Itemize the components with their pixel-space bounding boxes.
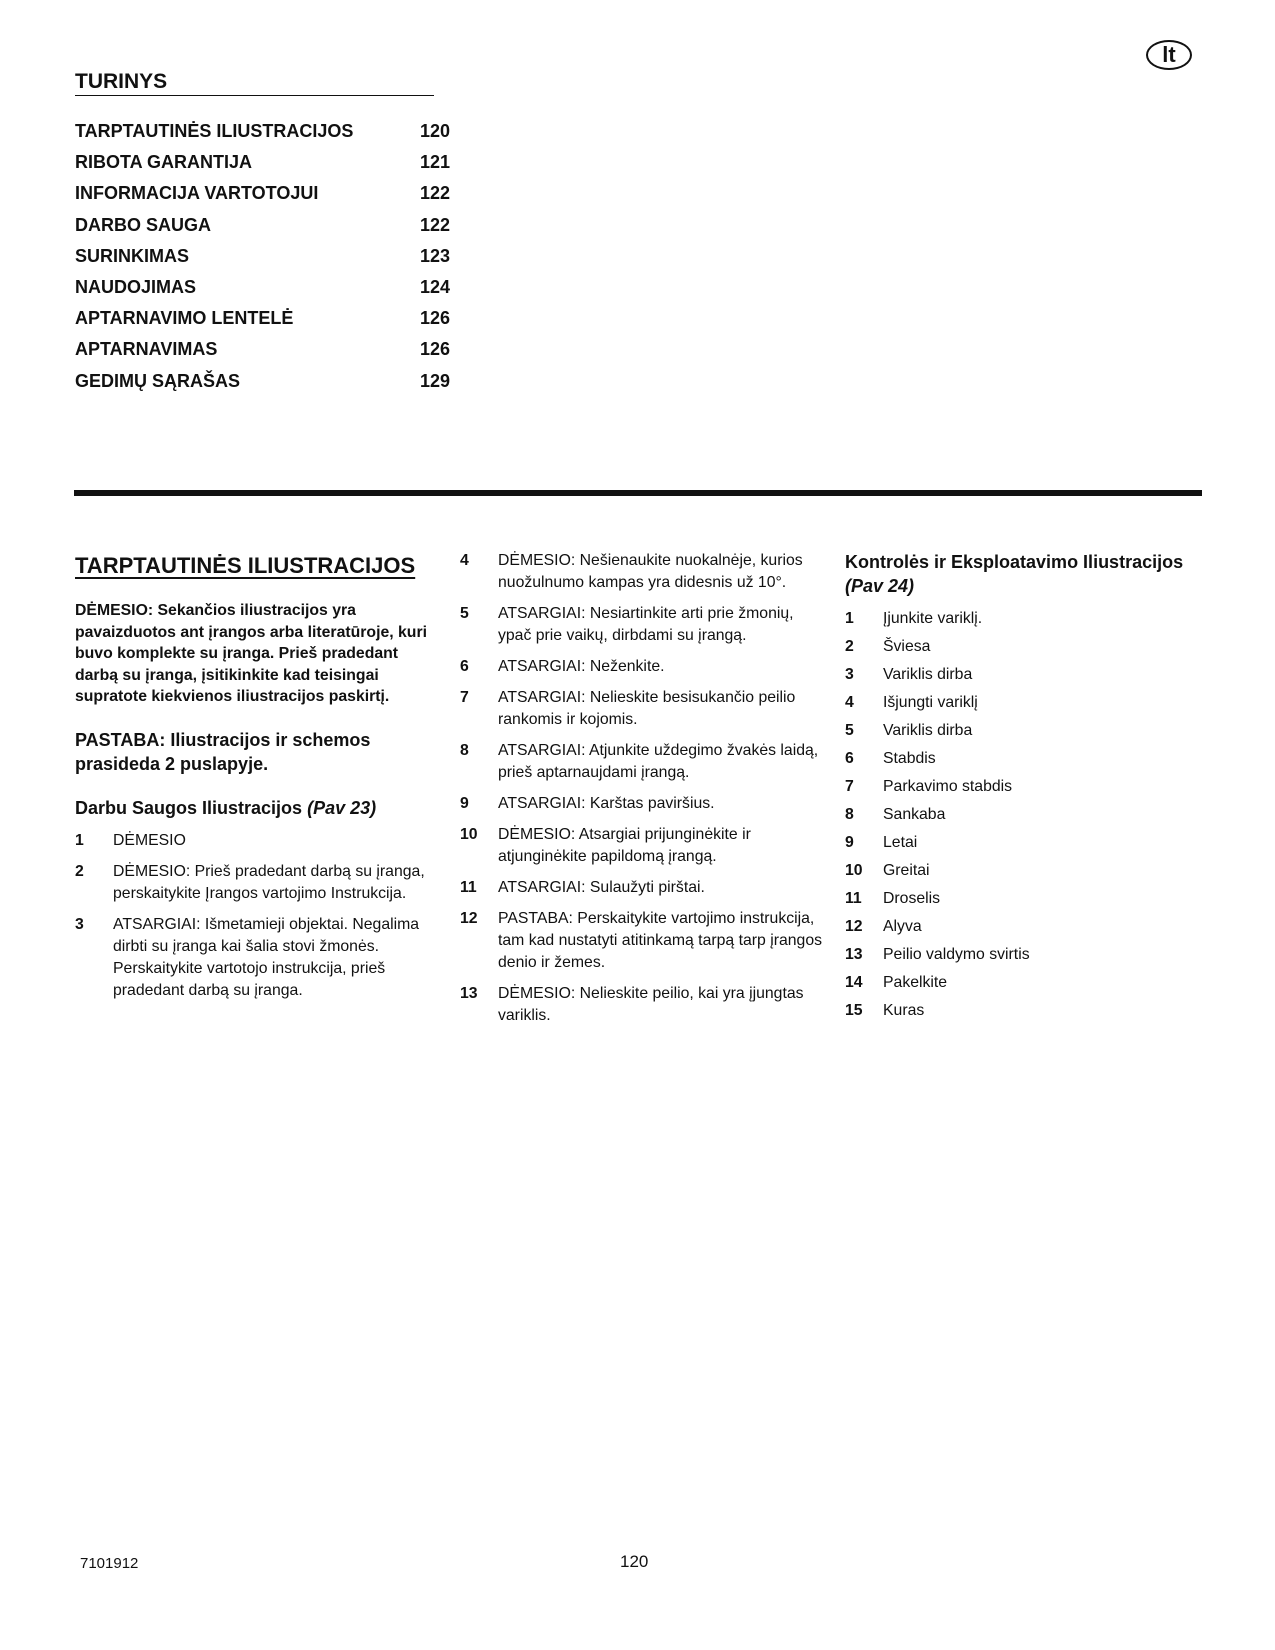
list-item — [845, 1000, 1215, 1022]
toc-entry-page: 123 — [420, 245, 451, 266]
item-number: 10 — [460, 826, 478, 843]
toc-entry-label: RIBOTA GARANTIJA — [75, 152, 252, 173]
item-number: 8 — [845, 806, 854, 823]
list-item — [75, 830, 435, 852]
page-number: 120 — [620, 1552, 649, 1571]
item-text: DĖMESIO: Atsargiai prijunginėkite ir atjunginėkite papildomą įrangą. — [498, 826, 751, 865]
item-text: Šviesa — [883, 638, 931, 655]
item-text: DĖMESIO: Nešienaukite nuokalnėje, kurios nuožulnumo kampas yra didesnis už 10°. — [498, 552, 803, 591]
toc-entry[interactable] — [75, 210, 455, 241]
item-number: 13 — [845, 946, 863, 963]
toc-entry-page: 121 — [420, 152, 451, 173]
note-paragraph: PASTABA: Iliustracijos ir schemos prasideda 2 puslapyje. — [75, 729, 371, 774]
list-item — [845, 664, 1215, 686]
item-number: 11 — [460, 879, 477, 896]
document-number: 7101912 — [80, 1555, 139, 1572]
item-text: Parkavimo stabdis — [883, 778, 1013, 795]
item-text: DĖMESIO: Prieš pradedant darbą su įranga, perskaitykite Įrangos vartojimo Instrukcija. — [113, 862, 425, 902]
toc-entry[interactable] — [75, 178, 455, 209]
item-number: 6 — [460, 658, 469, 675]
item-text: ATSARGIAI: Karštas paviršius. — [498, 795, 715, 812]
list-item — [75, 914, 435, 1002]
list-item — [845, 636, 1215, 658]
list-item — [845, 692, 1215, 714]
list-item — [460, 824, 830, 868]
list-item — [845, 832, 1215, 854]
item-text: Kuras — [883, 1002, 925, 1019]
item-number: 8 — [460, 742, 469, 759]
item-text: PASTABA: Perskaitykite vartojimo instrukcija, tam kad nustatyti atitinkamą tarpą tarp įrangos denio ir žemes. — [498, 910, 822, 971]
item-text: Įjunkite variklį. — [883, 610, 983, 627]
controls-subtitle — [845, 550, 1215, 598]
toc-entry-label: GEDIMŲ SĄRAŠAS — [75, 370, 241, 391]
toc-entry[interactable] — [75, 147, 455, 178]
list-item — [460, 550, 830, 594]
item-text: Išjungti variklį — [883, 694, 978, 711]
toc-entry[interactable] — [75, 366, 455, 397]
toc-title: TURINYS — [75, 70, 434, 96]
toc-entry-page: 122 — [420, 183, 451, 204]
item-number: 15 — [845, 1002, 863, 1019]
item-number: 4 — [845, 694, 854, 711]
toc-entry[interactable] — [75, 241, 455, 272]
item-text: Sankaba — [883, 806, 946, 823]
list-item — [460, 877, 830, 899]
toc-entry-page: 126 — [420, 308, 451, 329]
list-item — [845, 972, 1215, 994]
list-item — [845, 944, 1215, 966]
toc-entry-page: 126 — [420, 339, 451, 360]
toc-entry-label: APTARNAVIMO LENTELĖ — [75, 308, 294, 329]
column-right — [845, 550, 1215, 1028]
list-item — [845, 860, 1215, 882]
item-number: 1 — [845, 610, 854, 627]
item-text: Alyva — [883, 918, 922, 935]
section-divider — [74, 490, 1202, 496]
list-item — [460, 908, 830, 974]
list-item — [845, 916, 1215, 938]
safety-title-text: Darbu Saugos Iliustracijos — [75, 797, 303, 818]
item-text: ATSARGIAI: Išmetamieji objektai. Negalima dirbti su įranga kai šalia stovi žmonės. Perskaitykite vartotojo instrukcija, prieš pradedant darbą su įranga. — [113, 915, 420, 999]
item-number: 5 — [460, 605, 469, 622]
toc-entry-label: SURINKIMAS — [75, 245, 190, 266]
list-item — [845, 776, 1215, 798]
table-of-contents — [75, 70, 455, 397]
list-item — [845, 608, 1215, 630]
item-number: 2 — [75, 862, 84, 880]
toc-entry[interactable] — [75, 334, 455, 365]
toc-entry[interactable] — [75, 272, 455, 303]
section-title: TARPTAUTINĖS ILIUSTRACIJOS — [75, 553, 416, 578]
item-number: 11 — [845, 890, 862, 907]
item-text: Droselis — [883, 890, 941, 907]
item-number: 2 — [845, 638, 854, 655]
item-number: 4 — [460, 552, 469, 569]
safety-subtitle — [75, 796, 435, 820]
item-text: Letai — [883, 834, 918, 851]
item-text: Greitai — [883, 862, 930, 879]
item-number: 3 — [845, 666, 854, 683]
item-number: 12 — [460, 910, 478, 927]
toc-entry[interactable] — [75, 116, 455, 147]
item-number: 14 — [845, 974, 863, 991]
list-item — [75, 861, 435, 905]
item-number: 12 — [845, 918, 863, 935]
toc-entry-page: 129 — [420, 370, 451, 391]
list-item — [460, 793, 830, 815]
column-middle — [460, 550, 830, 1036]
list-item — [460, 656, 830, 678]
list-item — [460, 603, 830, 647]
list-item — [845, 888, 1215, 910]
list-item — [460, 687, 830, 731]
column-left — [75, 550, 435, 1011]
item-text: DĖMESIO — [113, 831, 186, 849]
item-text: Variklis dirba — [883, 722, 973, 739]
list-item — [460, 740, 830, 784]
toc-entry-page: 120 — [420, 121, 451, 142]
item-number: 9 — [845, 834, 854, 851]
item-text: ATSARGIAI: Neženkite. — [498, 658, 665, 675]
item-number: 1 — [75, 831, 84, 849]
item-text: Variklis dirba — [883, 666, 973, 683]
item-text: DĖMESIO: Nelieskite peilio, kai yra įjungtas variklis. — [498, 985, 804, 1024]
item-number: 10 — [845, 862, 863, 879]
item-number: 7 — [845, 778, 854, 795]
item-text: Pakelkite — [883, 974, 948, 991]
item-number: 3 — [75, 915, 84, 933]
list-item — [845, 720, 1215, 742]
item-number: 13 — [460, 985, 478, 1002]
item-text: Peilio valdymo svirtis — [883, 946, 1030, 963]
item-text: Stabdis — [883, 750, 936, 767]
toc-entry-label: DARBO SAUGA — [75, 214, 212, 235]
language-badge: lt — [1146, 40, 1192, 70]
item-number: 7 — [460, 689, 469, 706]
list-item — [460, 983, 830, 1027]
item-text: ATSARGIAI: Nesiartinkite arti prie žmonių, ypač prie vaikų, dirbdami su įrangą. — [498, 605, 794, 644]
item-number: 5 — [845, 722, 854, 739]
item-text: ATSARGIAI: Nelieskite besisukančio peilio rankomis ir kojomis. — [498, 689, 796, 728]
safety-figure-ref: (Pav 23) — [307, 797, 377, 818]
toc-entry-page: 124 — [420, 277, 451, 298]
list-item — [845, 804, 1215, 826]
item-number: 6 — [845, 750, 854, 767]
controls-figure-ref: (Pav 24) — [845, 576, 915, 596]
controls-title-text: Kontrolės ir Eksploatavimo Iliustracijos — [845, 552, 1184, 572]
toc-entry-label: NAUDOJIMAS — [75, 277, 197, 298]
list-item — [845, 748, 1215, 770]
item-text: ATSARGIAI: Sulaužyti pirštai. — [498, 879, 705, 896]
toc-entry[interactable] — [75, 303, 455, 334]
toc-entry-label: APTARNAVIMAS — [75, 339, 218, 360]
toc-entry-page: 122 — [420, 214, 451, 235]
toc-entry-label: INFORMACIJA VARTOTOJUI — [75, 183, 319, 204]
toc-entry-label: TARPTAUTINĖS ILIUSTRACIJOS — [75, 121, 354, 142]
warning-paragraph: DĖMESIO: Sekančios iliustracijos yra pavaizduotos ant įrangos arba literatūroje, kuri buvo komplekte su įranga. Prieš pradedant darbą su įranga, įsitikinkite kad teisingai supratote kiekvienos iliustracijos paskirtį. — [75, 602, 427, 705]
item-text: ATSARGIAI: Atjunkite uždegimo žvakės laidą, prieš aptarnaujdami įrangą. — [498, 742, 819, 781]
item-number: 9 — [460, 795, 469, 812]
